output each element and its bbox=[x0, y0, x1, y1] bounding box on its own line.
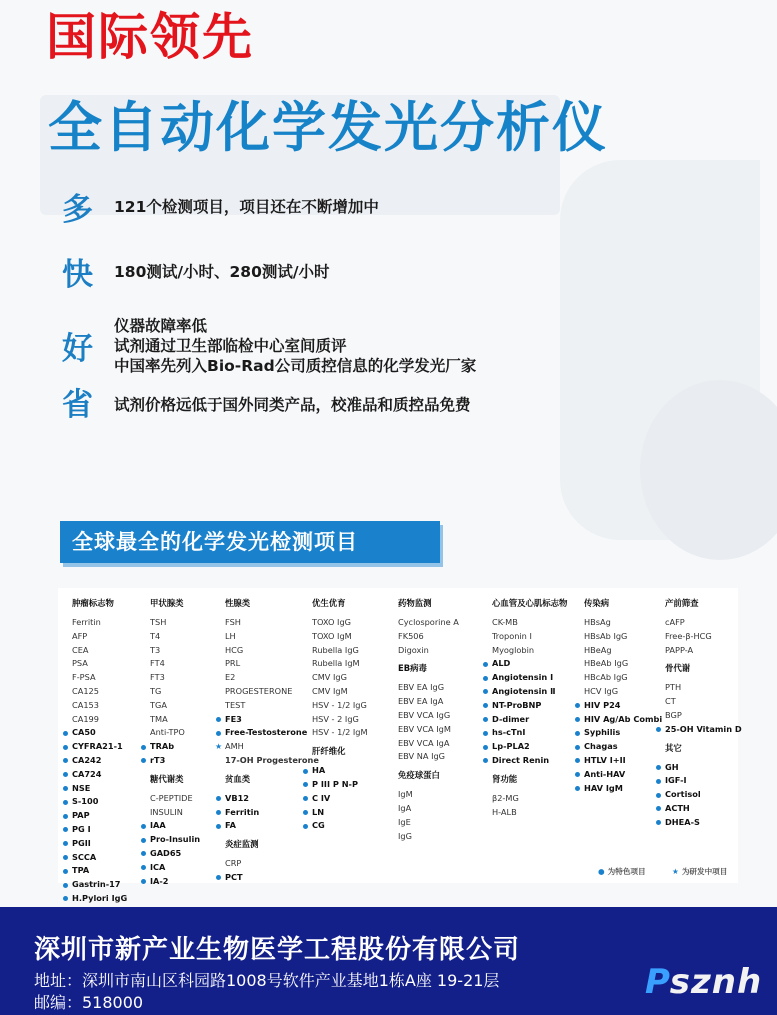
test-item: TEST bbox=[225, 699, 246, 710]
category-heading: 产前筛查 bbox=[665, 598, 699, 608]
test-item: Rubella IgG bbox=[312, 644, 359, 655]
test-item: TOXO IgM bbox=[312, 630, 352, 641]
test-item: C IV bbox=[312, 792, 368, 806]
test-item: EBV VCA IgA bbox=[398, 737, 450, 748]
test-item: Free-Testosterone bbox=[225, 726, 319, 740]
feature-text: 中国率先列入Bio-Rad公司质控信息的化学发光厂家 bbox=[114, 357, 477, 375]
test-item: Angiotensin Ⅰ bbox=[492, 671, 567, 685]
test-item: T3 bbox=[150, 644, 161, 655]
test-item: DHEA-S bbox=[665, 816, 742, 830]
test-item: HAV IgM bbox=[584, 782, 662, 796]
company-postcode: 邮编：518000 bbox=[34, 993, 144, 1012]
test-item: ACTH bbox=[665, 802, 742, 816]
test-item: PGII bbox=[72, 837, 127, 851]
test-item: Troponin I bbox=[492, 630, 532, 641]
feature-text: 121个检测项目，项目还在不断增加中 bbox=[114, 198, 379, 216]
test-item: VB12 bbox=[225, 792, 319, 806]
test-item: HTLV I+II bbox=[584, 754, 662, 768]
test-item: Rubella IgM bbox=[312, 658, 360, 669]
test-item: CMV IgG bbox=[312, 672, 347, 683]
test-item: HCV IgG bbox=[584, 685, 619, 696]
test-item: HA bbox=[312, 764, 368, 778]
test-item: NSE bbox=[72, 782, 127, 796]
feature-char: 多 bbox=[62, 192, 93, 228]
test-item: TMA bbox=[150, 713, 168, 724]
category-heading: EB病毒 bbox=[398, 663, 427, 674]
feature-row bbox=[62, 316, 476, 376]
category-heading: 药物监测 bbox=[398, 598, 432, 608]
category-heading: 肝纤维化 bbox=[312, 746, 346, 757]
test-item: TG bbox=[150, 685, 162, 696]
test-item: ★ AMH bbox=[225, 740, 319, 754]
test-item: FT4 bbox=[150, 658, 165, 669]
test-item: HSV - 1/2 IgM bbox=[312, 727, 368, 738]
test-item: FE3 bbox=[225, 713, 319, 727]
tagline: 国际领先 bbox=[46, 8, 254, 66]
test-item: F-PSA bbox=[72, 672, 96, 683]
category-heading: 其它 bbox=[665, 742, 682, 753]
test-item: CA199 bbox=[72, 713, 99, 724]
test-item: IgA bbox=[398, 802, 412, 813]
test-item: Digoxin bbox=[398, 644, 429, 655]
test-item: Chagas bbox=[584, 740, 662, 754]
test-item: IgG bbox=[398, 830, 412, 841]
logo-text: sznh bbox=[669, 962, 763, 1002]
feature-row bbox=[62, 191, 379, 229]
test-item: INSULIN bbox=[150, 806, 183, 817]
test-item: CRP bbox=[225, 858, 242, 869]
feature-char: 好 bbox=[62, 331, 93, 367]
test-item: CA153 bbox=[72, 699, 99, 710]
test-item: FSH bbox=[225, 617, 241, 627]
test-item: Lp-PLA2 bbox=[492, 740, 567, 754]
test-item: IgM bbox=[398, 789, 413, 800]
feature-char: 省 bbox=[62, 387, 93, 423]
section-title: 全球最全的化学发光检测项目 bbox=[60, 521, 440, 563]
test-item: EBV NA IgG bbox=[398, 751, 446, 762]
star-icon: ★ bbox=[672, 867, 679, 876]
test-item: P III P N-P bbox=[312, 778, 368, 792]
test-item: LH bbox=[225, 630, 236, 641]
test-item: CA724 bbox=[72, 768, 127, 782]
test-item: rT3 bbox=[150, 754, 200, 768]
test-item: HCG bbox=[225, 644, 244, 655]
test-item: FK506 bbox=[398, 630, 424, 641]
test-item: Gastrin-17 bbox=[72, 878, 127, 892]
test-column bbox=[225, 597, 319, 885]
test-item: Ferritin bbox=[72, 617, 101, 627]
company-address: 地址：深圳市南山区科园路1008号软件产业基地1栋A座 19-21层 bbox=[34, 971, 500, 990]
category-heading: 心血管及心肌标志物 bbox=[492, 598, 568, 608]
test-item: PCT bbox=[225, 871, 319, 885]
test-item: PAPP-A bbox=[665, 644, 694, 655]
category-heading: 炎症监测 bbox=[225, 839, 259, 850]
page-title: 全自动化学发光分析仪 bbox=[48, 96, 608, 159]
category-heading: 肿瘤标志物 bbox=[72, 598, 114, 608]
test-item: Anti-HAV bbox=[584, 768, 662, 782]
feature-row bbox=[62, 386, 471, 424]
test-item: HIV Ag/Ab Combi bbox=[584, 713, 662, 727]
test-item: HBeAg bbox=[584, 644, 612, 655]
test-item: β2-MG bbox=[492, 792, 519, 803]
brand-logo bbox=[645, 960, 762, 1004]
test-item: BGP bbox=[665, 709, 682, 720]
test-item: CK-MB bbox=[492, 617, 518, 627]
test-item: Cyclosporine A bbox=[398, 617, 459, 627]
test-item: ALD bbox=[492, 657, 567, 671]
test-item: HBsAg bbox=[584, 617, 611, 627]
test-column bbox=[584, 597, 662, 795]
test-item: TPA bbox=[72, 864, 127, 878]
test-item: hs-cTnI bbox=[492, 726, 567, 740]
category-heading: 性腺类 bbox=[225, 598, 251, 608]
test-item: FA bbox=[225, 819, 319, 833]
test-column bbox=[665, 597, 742, 830]
legend-feature bbox=[598, 866, 646, 878]
test-item: HSV - 2 IgG bbox=[312, 713, 359, 724]
test-item: Cortisol bbox=[665, 788, 742, 802]
test-item: TSH bbox=[150, 617, 167, 627]
category-heading: 糖代谢类 bbox=[150, 773, 184, 784]
test-item: C-PEPTIDE bbox=[150, 792, 193, 803]
test-item: HBsAb IgG bbox=[584, 630, 628, 641]
test-item: CA242 bbox=[72, 754, 127, 768]
test-item: H.Pylori IgG bbox=[72, 892, 127, 906]
test-item: HBeAb IgG bbox=[584, 658, 629, 669]
feature-text: 试剂价格远低于国外同类产品，校准品和质控品免费 bbox=[114, 396, 471, 414]
test-item: Ferritin bbox=[225, 806, 319, 820]
test-item: T4 bbox=[150, 630, 161, 641]
category-heading: 肾功能 bbox=[492, 773, 518, 784]
test-column bbox=[150, 597, 200, 888]
test-item: EBV EA IgA bbox=[398, 696, 444, 707]
category-heading: 骨代谢 bbox=[665, 663, 691, 674]
test-item: GAD65 bbox=[150, 847, 200, 861]
test-item: PTH bbox=[665, 682, 682, 693]
test-item: PSA bbox=[72, 658, 88, 669]
test-item: S-100 bbox=[72, 795, 127, 809]
feature-row bbox=[62, 256, 330, 294]
test-item: CG bbox=[312, 819, 368, 833]
test-item: Pro-Insulin bbox=[150, 833, 200, 847]
test-item: TGA bbox=[150, 699, 167, 710]
test-item: D-dimer bbox=[492, 713, 567, 727]
legend-dev-label: 为研发中项目 bbox=[681, 867, 728, 876]
feature-text: 仪器故障率低 bbox=[114, 317, 208, 335]
test-column bbox=[492, 597, 567, 819]
test-item: PAP bbox=[72, 809, 127, 823]
test-column bbox=[312, 597, 368, 833]
test-item: TOXO IgG bbox=[312, 617, 352, 627]
test-item: FT3 bbox=[150, 672, 165, 683]
test-item: LN bbox=[312, 806, 368, 820]
legend-dev bbox=[672, 866, 727, 878]
test-item: 17-OH Progesterone bbox=[225, 754, 319, 765]
test-item: SCCA bbox=[72, 851, 127, 865]
test-item: Free-β-HCG bbox=[665, 630, 712, 641]
feature-text: 试剂通过卫生部临检中心室间质评 bbox=[114, 337, 347, 355]
test-item: TRAb bbox=[150, 740, 200, 754]
test-item: IA-2 bbox=[150, 875, 200, 889]
test-item: Angiotensin Ⅱ bbox=[492, 685, 567, 699]
test-item: CEA bbox=[72, 644, 89, 655]
company-name: 深圳市新产业生物医学工程股份有限公司 bbox=[34, 935, 521, 965]
test-item: NT-ProBNP bbox=[492, 699, 567, 713]
test-item: IAA bbox=[150, 819, 200, 833]
category-heading: 免疫球蛋白 bbox=[398, 770, 440, 781]
test-item: EBV EA IgG bbox=[398, 682, 445, 693]
test-item: 25-OH Vitamin D bbox=[665, 723, 742, 737]
logo-p: P bbox=[645, 962, 670, 1002]
test-item: IgE bbox=[398, 816, 411, 827]
test-item: CA125 bbox=[72, 685, 99, 696]
test-item: PG I bbox=[72, 823, 127, 837]
test-item: cAFP bbox=[665, 617, 685, 627]
category-heading: 传染病 bbox=[584, 598, 610, 608]
test-item: EBV VCA IgG bbox=[398, 709, 451, 720]
category-heading: 甲状腺类 bbox=[150, 598, 184, 608]
test-item: CT bbox=[665, 696, 676, 707]
test-item: Myoglobin bbox=[492, 644, 535, 655]
test-item: AFP bbox=[72, 630, 88, 641]
test-item: CMV IgM bbox=[312, 685, 348, 696]
legend-feature-label: 为特色项目 bbox=[607, 867, 646, 876]
test-item: ICA bbox=[150, 861, 200, 875]
test-column bbox=[72, 597, 127, 906]
test-item: CYFRA21-1 bbox=[72, 740, 127, 754]
test-item: EBV VCA IgM bbox=[398, 723, 451, 734]
test-item: CA50 bbox=[72, 726, 127, 740]
test-item: Anti-TPO bbox=[150, 727, 185, 738]
category-heading: 优生优育 bbox=[312, 598, 346, 608]
test-item: HSV - 1/2 IgG bbox=[312, 699, 367, 710]
feature-text: 180测试/小时、280测试/小时 bbox=[114, 263, 330, 281]
test-item: GH bbox=[665, 761, 742, 775]
test-item: E2 bbox=[225, 672, 236, 683]
test-column bbox=[398, 597, 459, 843]
dot-icon: ● bbox=[598, 867, 605, 876]
test-item: Direct Renin bbox=[492, 754, 567, 768]
test-item: HBcAb IgG bbox=[584, 672, 628, 683]
test-item: H-ALB bbox=[492, 806, 517, 817]
test-item: Syphilis bbox=[584, 726, 662, 740]
test-item: PROGESTERONE bbox=[225, 685, 293, 696]
test-item: IGF-I bbox=[665, 774, 742, 788]
category-heading: 贫血类 bbox=[225, 773, 251, 784]
feature-char: 快 bbox=[62, 257, 93, 293]
test-item: HIV P24 bbox=[584, 699, 662, 713]
test-item: PRL bbox=[225, 658, 241, 669]
